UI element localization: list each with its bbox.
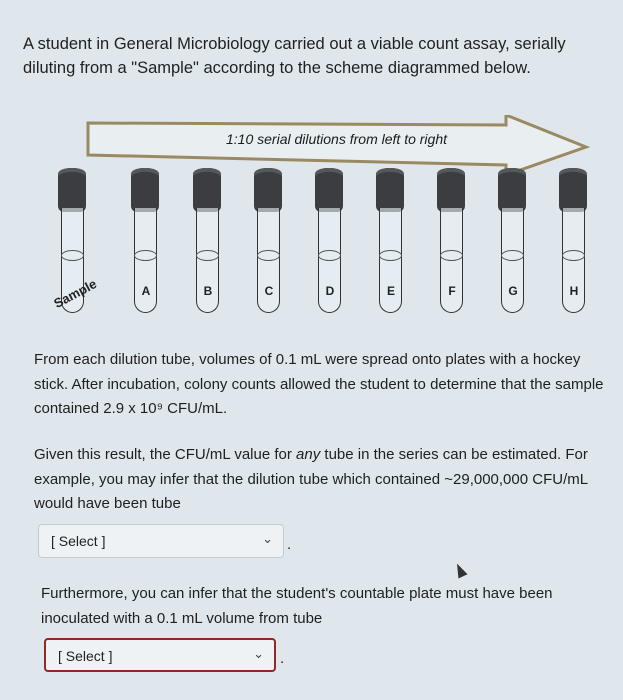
tube-select-2[interactable] <box>44 638 276 672</box>
tube-label: B <box>203 284 213 298</box>
tube-glass <box>379 208 402 313</box>
liquid-level <box>61 250 84 261</box>
select-value: [ Select ] <box>51 533 106 549</box>
tube-b <box>193 168 221 318</box>
tube-cap <box>58 168 86 212</box>
tube-select-1[interactable] <box>38 524 284 558</box>
tube-cap <box>254 168 282 212</box>
chevron-down-icon: ⌄ <box>253 646 264 661</box>
tube-cap <box>437 168 465 212</box>
tube-cap <box>315 168 343 212</box>
question-1-text-a: Given this result, the CFU/mL value for <box>34 446 297 463</box>
tube-label: C <box>264 284 274 298</box>
tube-glass <box>134 208 157 313</box>
liquid-level <box>440 250 463 261</box>
tube-label: F <box>448 284 456 298</box>
liquid-level <box>257 250 280 261</box>
tube-g <box>498 168 526 318</box>
tube-glass <box>196 208 219 313</box>
mouse-cursor-icon <box>453 562 468 579</box>
tube-glass <box>257 208 280 313</box>
paragraph-question-1 <box>34 443 604 517</box>
period: . <box>287 536 292 553</box>
tube-cap <box>376 168 404 212</box>
tube-cap <box>498 168 526 212</box>
tube-e <box>376 168 404 318</box>
liquid-level <box>501 250 524 261</box>
liquid-level <box>562 250 585 261</box>
tube-a <box>131 168 159 318</box>
arrow-label: 1:10 serial dilutions from left to right <box>226 131 447 147</box>
paragraph-question-2: Furthermore, you can infer that the student's countable plate must have been inoculated with a 0.1 mL volume from tube <box>41 585 553 627</box>
question-1-text-b: tube in the series can be estimated. For example, you may infer that the dilution tube which contained ~29,000,000 CFU/mL would have been tube <box>34 446 588 512</box>
tube-c <box>254 168 282 318</box>
liquid-level <box>196 250 219 261</box>
tube-label: H <box>569 284 579 298</box>
question-1-emphasis: any <box>296 446 321 463</box>
tube-label: E <box>386 284 395 298</box>
question-intro: A student in General Microbiology carried out a viable count assay, serially diluting from a "Sample" according to the scheme diagrammed below. <box>23 35 566 77</box>
paragraph-method: From each dilution tube, volumes of 0.1 mL were spread onto plates with a hockey stick. After incubation, colony counts allowed the student to determine that the sample contained 2.9 x 10⁹ CFU/mL. <box>34 351 604 417</box>
period: . <box>280 650 285 667</box>
tube-sample <box>51 168 100 318</box>
select-value: [ Select ] <box>58 648 113 664</box>
liquid-level <box>318 250 341 261</box>
tube-cap <box>559 168 587 212</box>
tube-cap <box>131 168 159 212</box>
tube-glass <box>440 208 463 313</box>
tube-label: A <box>141 284 151 298</box>
tube-h <box>559 168 587 318</box>
tube-glass <box>318 208 341 313</box>
tube-d <box>315 168 343 318</box>
tube-label: G <box>508 284 518 298</box>
chevron-down-icon: ⌄ <box>262 531 273 546</box>
tube-cap <box>193 168 221 212</box>
tube-glass <box>562 208 585 313</box>
tube-f <box>437 168 465 318</box>
serial-dilution-diagram <box>51 110 596 330</box>
tube-glass <box>501 208 524 313</box>
tube-label: D <box>325 284 335 298</box>
liquid-level <box>379 250 402 261</box>
liquid-level <box>134 250 157 261</box>
sample-label: Sample <box>51 276 100 311</box>
